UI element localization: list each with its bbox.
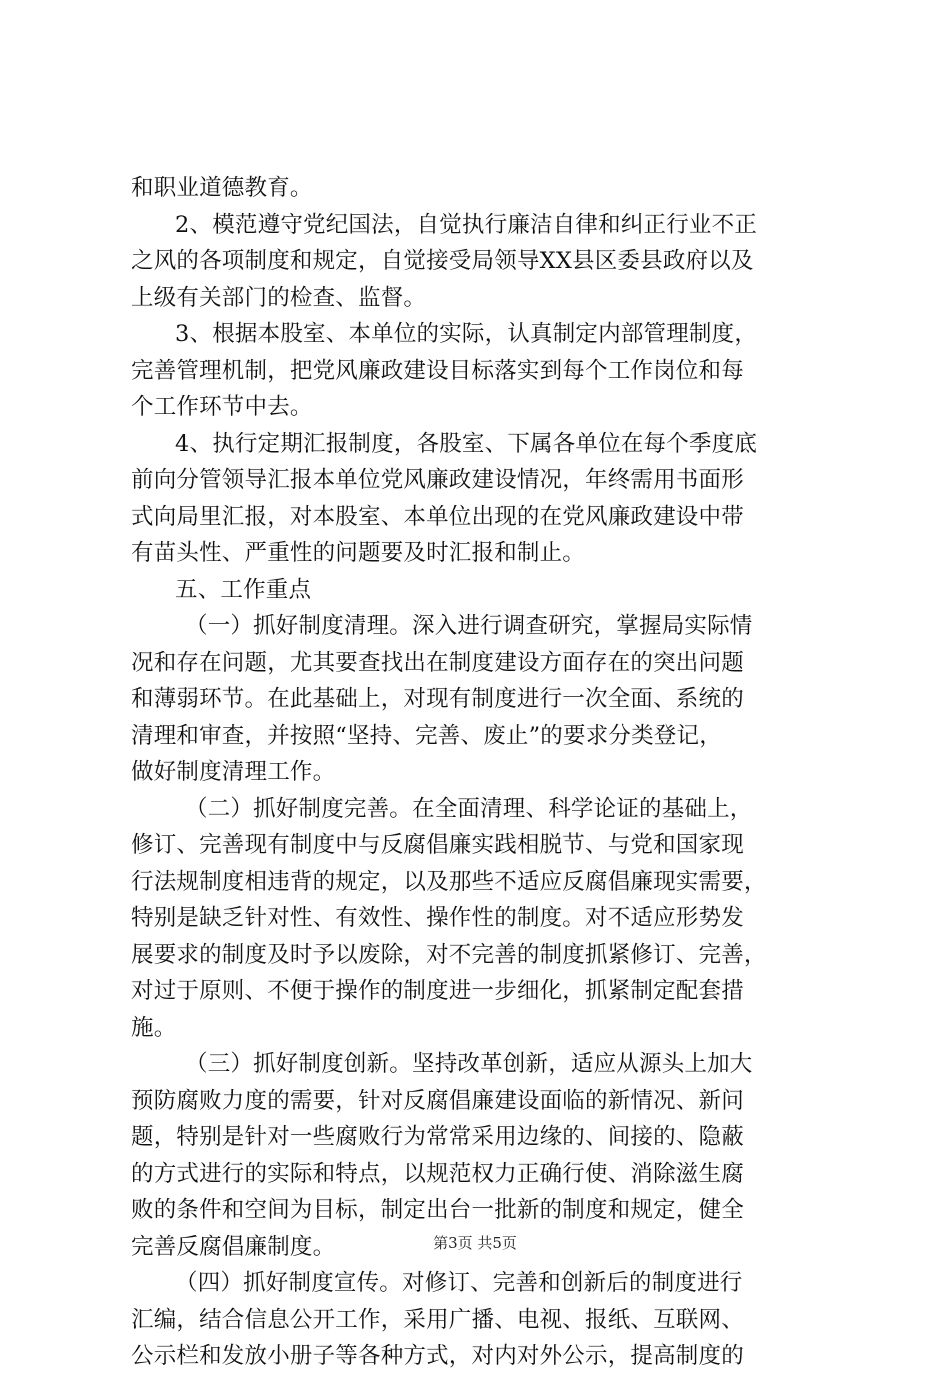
text-line: 公示栏和发放小册子等各种方式，对内对外公示，提高制度的 — [131, 1343, 744, 1369]
text-line: 完善管理机制，把党风廉政建设目标落实到每个工作岗位和每 — [131, 357, 744, 384]
text-line: 清理和审查，并按照“坚持、完善、废止”的要求分类登记， — [131, 722, 722, 749]
text-line: 败的条件和空间为目标，制定出台一批新的制度和规定，健全 — [131, 1197, 744, 1223]
text-line: 特别是缺乏针对性、有效性、操作性的制度。对不适应形势发 — [131, 905, 744, 931]
text-line: 修订、完善现有制度中与反腐倡廉实践相脱节、与党和国家现 — [131, 832, 744, 858]
text-line: 行法规制度相违背的规定，以及那些不适应反腐倡廉现实需要， — [131, 868, 767, 895]
text-line: 况和存在问题，尤其要查找出在制度建设方面存在的突出问题 — [131, 649, 744, 676]
text-line: （四）抓好制度宣传。对修订、完善和创新后的制度进行 — [175, 1270, 743, 1296]
section-heading: 五、工作重点 — [175, 576, 312, 603]
text-line: 式向局里汇报，对本股室、本单位出现的在党风廉政建设中带 — [131, 503, 744, 530]
text-line: 3、根据本股室、本单位的实际，认真制定内部管理制度， — [175, 321, 758, 347]
text-line: 有苗头性、严重性的问题要及时汇报和制止。 — [131, 540, 586, 566]
text-line: 完善反腐倡廉制度。 — [131, 1233, 336, 1260]
text-line: 4、执行定期汇报制度，各股室、下属各单位在每个季度底 — [175, 430, 758, 457]
text-line: 对过于原则、不便于操作的制度进一步细化，抓紧制定配套措 — [131, 978, 744, 1004]
text-line: 上级有关部门的检查、监督。 — [131, 284, 427, 311]
text-line: 前向分管领导汇报本单位党风廉政建设情况，年终需用书面形 — [131, 467, 744, 493]
text-line: 个工作环节中去。 — [131, 394, 313, 420]
text-line: 汇编，结合信息公开工作，采用广播、电视、报纸、互联网、 — [131, 1306, 744, 1333]
text-line: （一）抓好制度清理。深入进行调查研究，掌握局实际情 — [185, 613, 753, 639]
document-body — [131, 170, 831, 1375]
text-line: （三）抓好制度创新。坚持改革创新，适应从源头上加大 — [185, 1051, 753, 1077]
text-line: 题，特别是针对一些腐败行为常常采用边缘的、间接的、隐蔽 — [131, 1124, 744, 1150]
text-line: 预防腐败力度的需要，针对反腐倡廉建设面临的新情况、新问 — [131, 1087, 744, 1114]
text-line: （二）抓好制度完善。在全面清理、科学论证的基础上， — [185, 795, 753, 822]
text-line: 和职业道德教育。 — [131, 175, 313, 201]
page-number-footer: 第3页 共5页 — [433, 1234, 517, 1252]
text-line: 做好制度清理工作。 — [131, 759, 336, 785]
text-line: 之风的各项制度和规定，自觉接受局领导XX县区委县政府以及 — [131, 248, 754, 274]
text-line: 展要求的制度及时予以废除，对不完善的制度抓紧修订、完善， — [131, 941, 767, 968]
text-line: 2、模范遵守党纪国法，自觉执行廉洁自律和纠正行业不正 — [175, 211, 758, 238]
text-line: 施。 — [131, 1014, 177, 1041]
text-line: 的方式进行的实际和特点，以规范权力正确行使、消除滋生腐 — [131, 1160, 744, 1187]
text-line: 和薄弱环节。在此基础上，对现有制度进行一次全面、系统的 — [131, 686, 744, 712]
